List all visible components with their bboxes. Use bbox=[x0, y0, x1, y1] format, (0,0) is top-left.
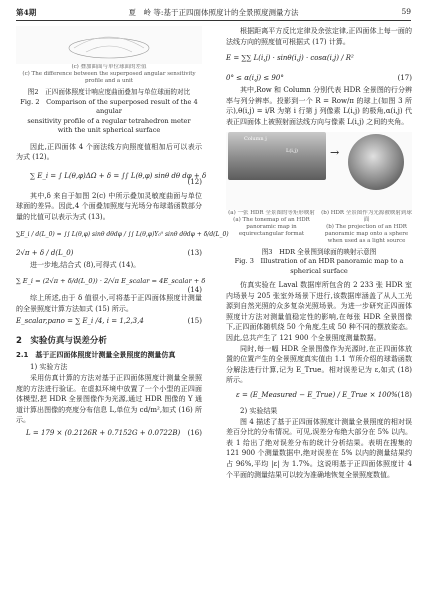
paragraph: 其中,Row 和 Column 分别代表 HDR 全景图的行分辨率与列分辨率。投影到一个 R = Row/π 的球上(如图 3 所示),θ(i,j) = i/R 为第 i 行第 j 列像素 L(i,j) 的极角,α(i,j) 代表正四面体上被照射面法线方向与像素 L(i,j) 之间的夹角。 bbox=[226, 86, 412, 126]
step-heading: 1) 实验方法 bbox=[30, 363, 68, 372]
step-heading: 2) 实验结果 bbox=[240, 407, 278, 415]
axis-label-pixel: L(i,j) bbox=[286, 147, 298, 154]
figure-2c bbox=[16, 26, 202, 64]
fig2c-subcaption-en2: profile and a unit bbox=[84, 78, 134, 84]
equation-13-number: (13) bbox=[187, 249, 202, 258]
difference-surface-plot bbox=[16, 26, 202, 64]
equation-15 bbox=[16, 314, 202, 330]
paragraph: 采用仿真计算的方法对基于正四面体照度计测量全景照度的方法进行验证。在虚拟环境中放置了一个小型的正四面体模型,把 HDR 全景图像作为光源,通过 HDR 图像的 Y 通道计算出图像的亮度分布信息 L,单位为 cd/m²,如式 (16) 所示。 bbox=[16, 374, 202, 425]
paragraph: 同时,每一幅 HDR 全景图像作为光源时,在正四面体放置的位置产生的全景照度真实值由 1.1 节所介绍的球谐函数分解法进行计算,记为 E_True。相对误差记为 ε,如式 (18) 所示。 bbox=[226, 344, 412, 385]
equation-13-tail bbox=[16, 246, 202, 260]
equation-16-number: (16) bbox=[187, 429, 202, 437]
equation-13 bbox=[16, 222, 229, 246]
section-heading-2: 2 实验仿真与误差分析 bbox=[16, 336, 107, 347]
left-column bbox=[16, 26, 229, 440]
arrow-right-icon: → bbox=[330, 145, 340, 159]
issue-number: 第4期 bbox=[16, 8, 37, 17]
equation-17-number: (17) bbox=[397, 74, 412, 83]
hdr-sphere-projection bbox=[348, 134, 404, 190]
equation-15-number: (15) bbox=[187, 317, 202, 326]
equation-17-range-body: 0° ≤ α(i,j) ≤ 90° bbox=[226, 74, 284, 83]
header-rule bbox=[16, 20, 411, 21]
axis-label-column: Column j bbox=[244, 135, 267, 142]
fig2-caption-en1: Fig. 2 Comparison of the superposed result of the 4 angular bbox=[20, 97, 198, 115]
paragraph: 因此,正四面体 4 个面法线方向照度值相加后可以表示为式 (12)。 bbox=[16, 142, 202, 162]
figure-3 bbox=[226, 132, 412, 210]
fig2-caption-en2: sensitivity profile of a regular tetrahedron meter bbox=[27, 116, 191, 125]
equation-14-body: ∑ E_i = (2√π + δ/d(L_0)) · 2/√π E_scalar = 4E_scalar + δ bbox=[16, 277, 206, 286]
fig3-caption-en1: Fig. 3 Illustration of an HDR panoramic map to a bbox=[234, 257, 404, 266]
fig3b-subcaption-en: (b) The projection of an HDR panoramic map onto a sphere when used as a light source bbox=[324, 223, 409, 244]
fig3b-subcaption-cn: (b) HDR 全景图作为光源被映射到球面 bbox=[321, 209, 412, 223]
paragraph: 综上所述,由于 δ 值很小,可将基于正四面体照度计测量的全景照度计算方法如式 (15) 所示。 bbox=[16, 294, 202, 313]
right-column bbox=[226, 26, 412, 480]
equation-18 bbox=[226, 386, 412, 406]
equation-18-number: (18) bbox=[397, 391, 412, 399]
fig2c-subcaption-en1: (c) The difference between the superposed angular sensitivity bbox=[22, 71, 196, 77]
paragraph: 其中,δ 来自于如图 2(c) 中所示叠加灵敏度曲面与单位球面的差异。因此,4 个面叠加照度与光场分布球谐函数部分量的比值可以表示为式 (13)。 bbox=[16, 191, 202, 221]
equation-17-body: E = ∑∑ L(i,j) · sinθ(i,j) · cosα(i,j) / R² bbox=[226, 54, 354, 63]
running-title: 夏 岭 等:基于正四面体照度计的全景照度测量方法 bbox=[128, 8, 299, 17]
equation-14-number: (14) bbox=[187, 286, 202, 295]
page-number: 59 bbox=[401, 7, 411, 16]
subsection-heading-2-1: 2.1 基于正四面体照度计测量全景照度的测量仿真 bbox=[16, 350, 176, 359]
paragraph: 进一步地,结合式 (8),可得式 (14)。 bbox=[30, 261, 141, 270]
equation-14 bbox=[16, 271, 206, 295]
equation-17-range bbox=[226, 71, 412, 85]
fig2c-subcaption: (c) 叠加曲面与单位球面的差值 bbox=[71, 64, 147, 70]
fig2-caption-cn: 图2 正四面体照度计响应度曲面叠加与单位球面的对比 bbox=[27, 88, 191, 96]
fig3a-subcaption-cn: (a) 一张 HDR 全景图的等矩形映射 bbox=[228, 209, 315, 216]
equation-17 bbox=[226, 47, 412, 71]
hdr-equirect-map bbox=[228, 132, 326, 180]
equation-18-body: ε = (E_Measured − E_True) / E_True × 100% bbox=[236, 391, 398, 399]
equation-16-body: L = 179 × (0.2126R + 0.7152G + 0.0722B) bbox=[26, 429, 181, 437]
paragraph: 仿真实验在 Laval 数据库所包含的 2 233 张 HDR 室内场景与 205 张室外场景下进行,该数据库涵盖了从人工光源到自然光照的众多复杂光照场景。为进一步研究正四面体照度计方法对测量值稳定性的影响,在每张 HDR 全景图像下,正四面体随机绕 50 个角度,生成 50 种不同的摆放姿态。因此,总共产生了 121 900 个全景照度测量数据。 bbox=[226, 281, 412, 343]
equation-16 bbox=[16, 426, 202, 440]
figure-3-subcaptions bbox=[226, 210, 412, 245]
equation-12-number: (12) bbox=[187, 177, 202, 186]
equation-12-body: ∑ E_i = ∫ L(θ,φ)ΔΩ + δ = ∫∫ L(θ,φ) sinθ dθ dφ + δ bbox=[30, 171, 207, 180]
fig2-caption-en3: with the unit spherical surface bbox=[57, 126, 161, 134]
equation-15-body: E_scalar,pano = ∑ E_i /4, i = 1,2,3,4 bbox=[16, 317, 144, 326]
equation-12 bbox=[16, 163, 207, 191]
fig3-caption-cn: 图3 HDR 全景图到球面的映射示意图 bbox=[261, 247, 377, 256]
paragraph: 图 4 描述了基于正四面体照度计测量全景照度的相对误差百分比的分布情况。可见,误差分布绝大部分在 5% 以内。表 1 给出了绝对误差分布的统计分析结果。表明在搜集的 121 900 个测量数据中,绝对误差在 5% 以内的测量结果约占 96%,平均 |ε| 为 1.7%。这说明基于正四面体照度计 4 个平面的测量结果可以较为准确地恢复全景照度数值。 bbox=[226, 417, 412, 479]
equation-13-body: ∑E_i / d(L_0) = ∫∫ L(θ,φ) sinθ dθdφ / ∫∫ L(θ,φ)Y₀⁰ sinθ dθdφ + δ/d(L_0) bbox=[16, 231, 229, 239]
fig3-caption-en2: spherical surface bbox=[290, 266, 348, 275]
equation-13-tail-body: 2√π + δ / d(L_0) bbox=[16, 249, 74, 258]
fig3a-subcaption-en: (a) The tonemap of an HDR panoramic map in equirectangular format bbox=[233, 216, 310, 237]
paragraph: 根据距离平方反比定律及余弦定律,正四面体上每一面的法线方向的照度值可根据式 (17) 计算。 bbox=[226, 27, 412, 46]
